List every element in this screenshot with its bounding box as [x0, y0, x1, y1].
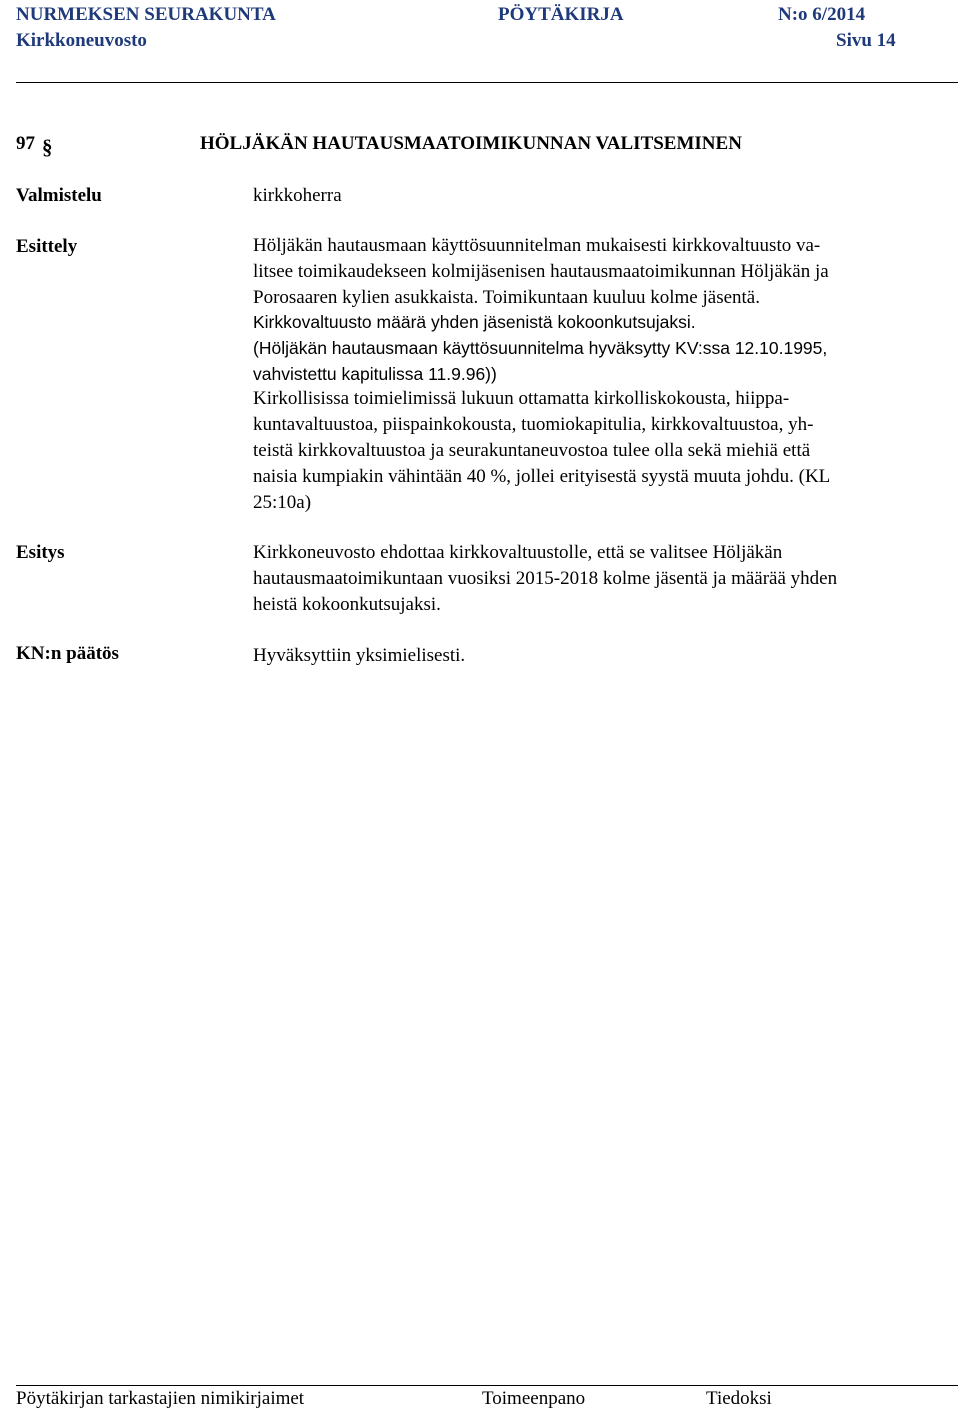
esittely-label: Esittely	[16, 236, 78, 257]
esitys-line: heistä kokoonkutsujaksi.	[253, 594, 441, 615]
header-org: NURMEKSEN SEURAKUNTA	[16, 4, 276, 25]
esittely-line: 25:10a)	[253, 492, 312, 513]
section-number: 97	[16, 133, 35, 154]
esittely-line: vahvistettu kapitulissa 11.9.96))	[253, 364, 497, 384]
footer-execution: Toimeenpano	[482, 1388, 586, 1409]
header-doc-type: PÖYTÄKIRJA	[498, 4, 624, 25]
paatos-label: KN:n päätös	[16, 643, 119, 664]
esitys-line: Kirkkoneuvosto ehdottaa kirkkovaltuustolle, että se valitsee Höljäkän	[253, 542, 783, 563]
footer-signatures: Pöytäkirjan tarkastajien nimikirjaimet	[16, 1388, 305, 1409]
esittely-line: Kirkkovaltuusto määrä yhden jäsenistä kokoonkutsujaksi.	[253, 312, 696, 332]
header-body: Kirkkoneuvosto	[16, 30, 147, 51]
esittely-line: litsee toimikaudekseen kolmijäsenisen hautausmaatoimikunnan Höljäkän ja	[253, 261, 829, 282]
header-page: Sivu 14	[836, 30, 896, 51]
valmistelu-text: kirkkoherra	[253, 185, 342, 206]
esittely-line: naisia kumpiakin vähintään 40 %, jollei erityisestä syystä muuta johdu. (KL	[253, 466, 831, 487]
header-doc-number: N:o 6/2014	[778, 4, 866, 25]
esittely-line: teistä kirkkovaltuustoa ja seurakuntaneuvostoa tulee olla sekä miehiä että	[253, 440, 811, 461]
section-symbol: §	[42, 135, 53, 159]
esittely-line: Porosaaren kylien asukkaista. Toimikuntaan kuuluu kolme jäsentä.	[253, 287, 760, 308]
valmistelu-label: Valmistelu	[16, 185, 102, 206]
section-title: HÖLJÄKÄN HAUTAUSMAATOIMIKUNNAN VALITSEMINEN	[200, 133, 742, 154]
esittely-line: Höljäkän hautausmaan käyttösuunnitelman mukaisesti kirkkovaltuusto va-	[253, 235, 821, 256]
footer-notices: Tiedoksi	[706, 1388, 772, 1409]
esittely-line: (Höljäkän hautausmaan käyttösuunnitelma hyväksytty KV:ssa 12.10.1995,	[253, 338, 828, 358]
footer-divider	[16, 1385, 958, 1386]
esittely-line: Kirkollisissa toimielimissä lukuun ottamatta kirkolliskokousta, hiippa-	[253, 388, 790, 409]
header-divider	[16, 82, 958, 83]
esittely-line: kuntavaltuustoa, piispainkokousta, tuomiokapitulia, kirkkovaltuustoa, yh-	[253, 414, 814, 435]
esitys-line: hautausmaatoimikuntaan vuosiksi 2015-2018 kolme jäsentä ja määrää yhden	[253, 568, 838, 589]
esitys-label: Esitys	[16, 542, 65, 563]
paatos-text: Hyväksyttiin yksimielisesti.	[253, 645, 466, 666]
